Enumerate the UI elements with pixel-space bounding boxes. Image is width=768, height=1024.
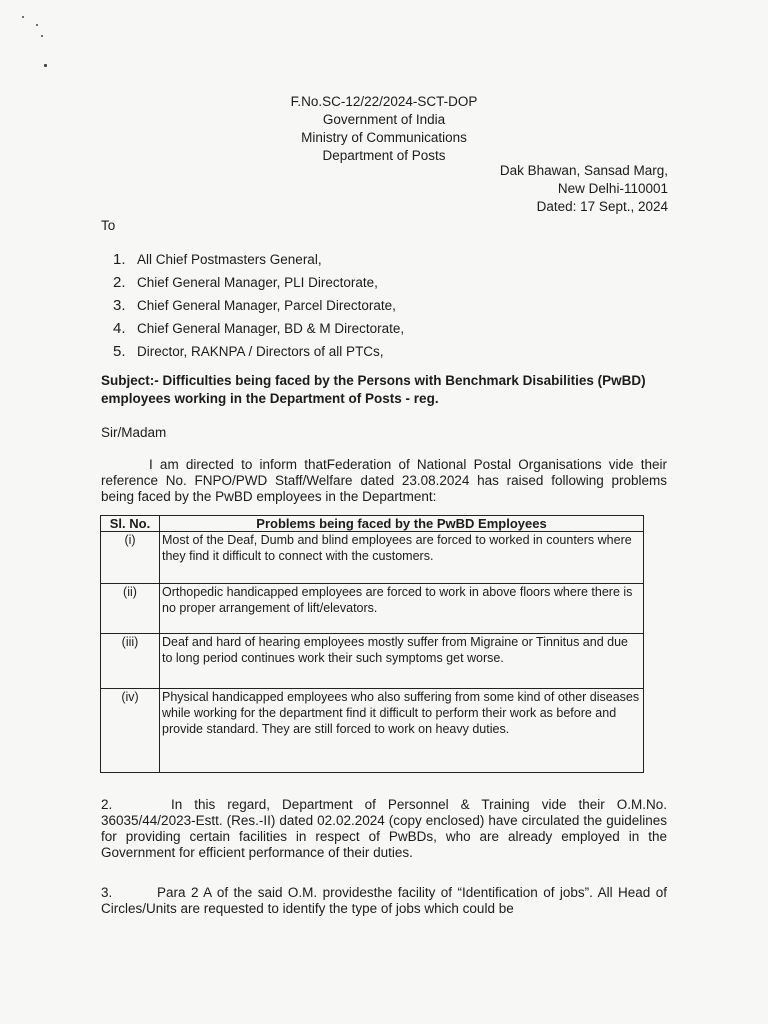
file-number: F.No.SC-12/22/2024-SCT-DOP — [290, 94, 478, 109]
recipient-number: 2. — [113, 274, 126, 291]
recipient-number: 3. — [113, 297, 126, 314]
row-problem-text: Deaf and hard of hearing employees mostly suffer from Migraine or Tinnitus and due to long period continues work their such symptoms get worse. — [160, 634, 644, 689]
paragraph-3 — [101, 885, 667, 917]
date-line: Dated: 17 Sept., 2024 — [536, 199, 668, 214]
table-row — [101, 584, 644, 634]
recipient-number: 1. — [113, 251, 126, 268]
letter-header — [200, 93, 568, 165]
recipient-item — [113, 248, 404, 271]
row-sl-no: (i) — [101, 532, 160, 584]
to-label: To — [101, 218, 116, 233]
recipient-text: Director, RAKNPA / Directors of all PTCs, — [137, 344, 384, 359]
table-row — [101, 532, 644, 584]
salutation: Sir/Madam — [101, 425, 167, 440]
recipient-text: Chief General Manager, Parcel Directorate, — [137, 298, 396, 313]
recipient-number: 5. — [113, 343, 126, 360]
recipient-item — [113, 271, 404, 294]
table-row — [101, 689, 644, 773]
department-line: Department of Posts — [322, 148, 446, 163]
paragraph-number: 3. — [101, 885, 113, 900]
address-line-2: New Delhi-110001 — [557, 181, 668, 196]
paragraph-text: Para 2 A of the said O.M. providesthe facility of “Identification of jobs”. All Head of Circles/Units are requested to identify the type of jobs which could be — [101, 885, 667, 916]
address-line-1: Dak Bhawan, Sansad Marg, — [499, 163, 668, 178]
row-problem-text: Physical handicapped employees who also suffering from some kind of other diseases while working for the department find it difficult to perform their work as before and provide standard. They are still forced to work on heavy duties. — [160, 689, 644, 773]
recipient-list — [113, 248, 404, 363]
row-sl-no: (iv) — [101, 689, 160, 773]
table-row — [101, 634, 644, 689]
paragraph-number: 2. — [101, 797, 113, 812]
paragraph-text: In this regard, Department of Personnel & Training vide their O.M.No. 36035/44/2023-Estt. (Res.-II) dated 02.02.2024 (copy enclosed) have circulated the guidelines for providing certain facilities in respect of PwBDs, who are already employed in the Government for efficient performance of their duties. — [101, 797, 667, 860]
recipient-text: Chief General Manager, BD & M Directorate, — [137, 321, 405, 336]
row-sl-no: (ii) — [101, 584, 160, 634]
ministry-line: Ministry of Communications — [301, 130, 467, 145]
table-header-row — [101, 516, 644, 532]
row-problem-text: Orthopedic handicapped employees are forced to work in above floors where there is no proper arrangement of lift/elevators. — [160, 584, 644, 634]
recipient-text: Chief General Manager, PLI Directorate, — [137, 275, 378, 290]
column-header-problems: Problems being faced by the PwBD Employees — [160, 516, 644, 532]
row-sl-no: (iii) — [101, 634, 160, 689]
subject-line: Subject:- Difficulties being faced by the Persons with Benchmark Disabilities (PwBD) employees working in the Department of Posts - reg. — [101, 373, 646, 406]
recipient-item — [113, 340, 404, 363]
recipient-item — [113, 317, 404, 340]
row-problem-text: Most of the Deaf, Dumb and blind employees are forced to worked in counters where they find it difficult to connect with the customers. — [160, 532, 644, 584]
sender-address — [500, 162, 668, 216]
recipient-text: All Chief Postmasters General, — [137, 252, 322, 267]
column-header-sl-no: Sl. No. — [101, 516, 160, 532]
recipient-number: 4. — [113, 320, 126, 337]
paragraph-2 — [101, 797, 667, 861]
recipient-item — [113, 294, 404, 317]
government-line: Government of India — [322, 112, 446, 127]
problems-table — [100, 515, 644, 773]
paragraph-1: I am directed to inform thatFederation of National Postal Organisations vide their reference No. FNPO/PWD Staff/Welfare dated 23.08.2024 has raised following problems being faced by the PwBD employees in the Department: — [101, 457, 667, 504]
